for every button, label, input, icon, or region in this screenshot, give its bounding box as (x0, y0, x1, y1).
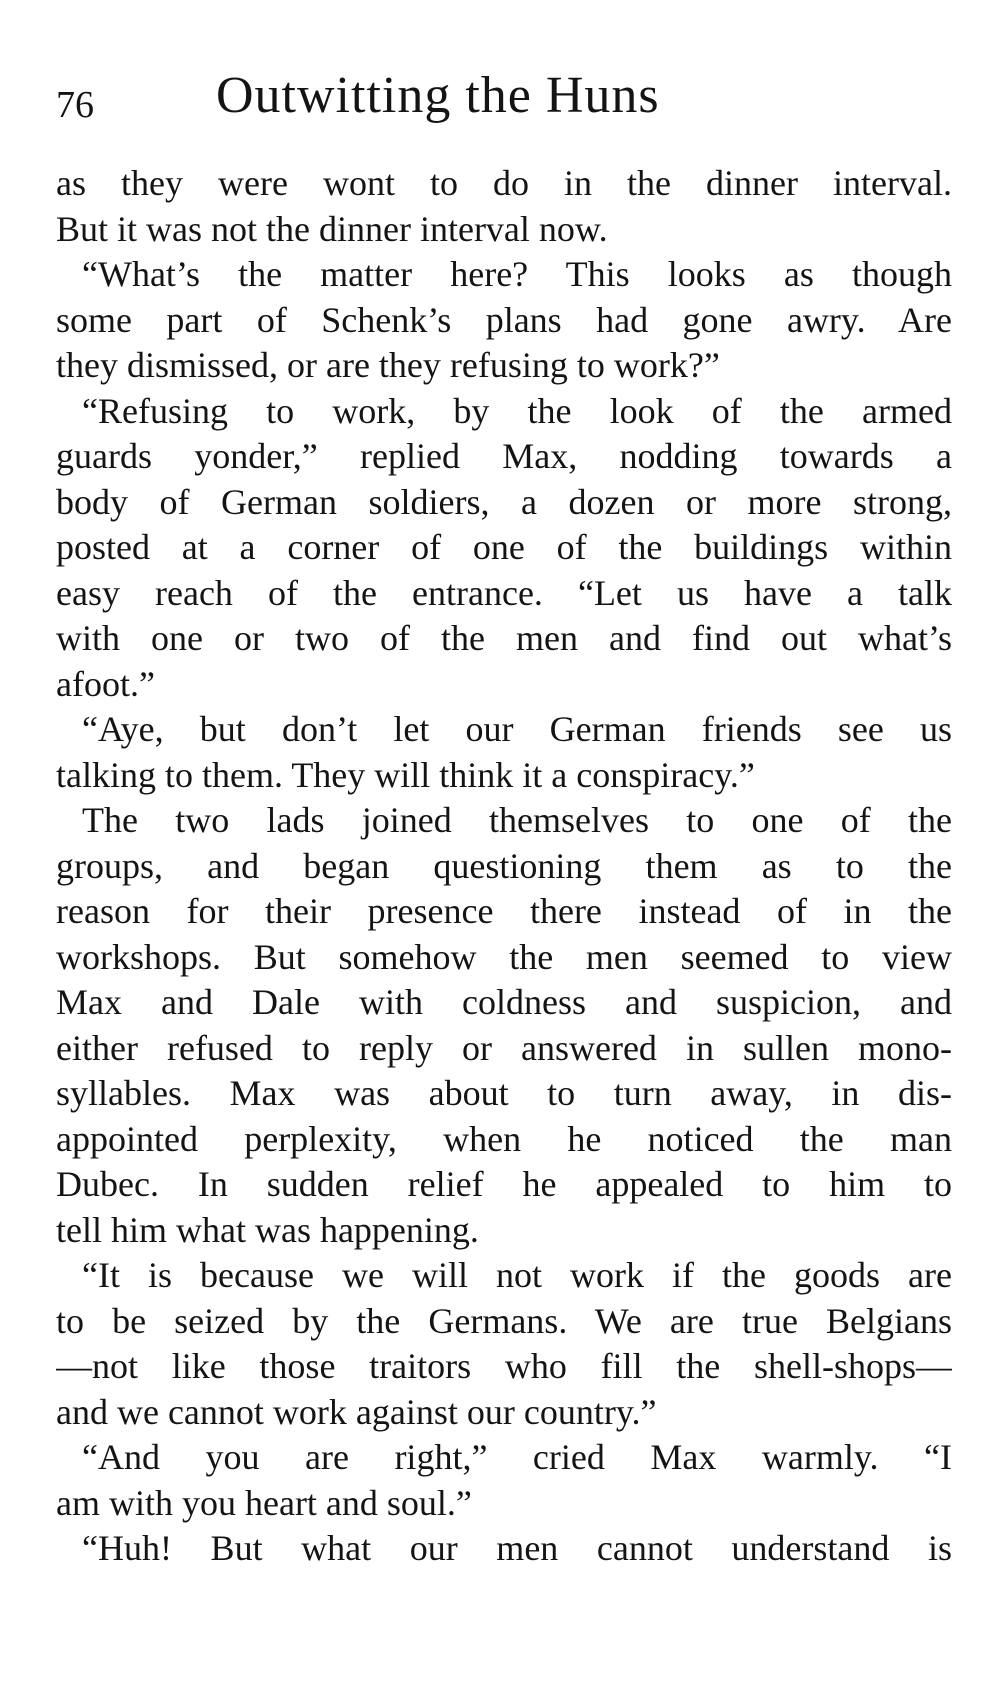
text-line: as they were wont to do in the dinner interval. (56, 163, 952, 203)
body-text (56, 161, 952, 1572)
text-line: groups, and began questioning them as to the (56, 845, 952, 886)
text-line: guards yonder,” replied Max, nodding towards a (56, 436, 952, 476)
text-line: body of German soldiers, a dozen or more strong, (56, 481, 952, 522)
text-line: am with you heart and soul.” (56, 1482, 472, 1523)
text-line: with one or two of the men and find out what’s (56, 618, 952, 658)
page-number: 76 (56, 84, 94, 126)
text-line: “What’s the matter here? This looks as though (82, 254, 952, 294)
text-line: appointed perplexity, when he noticed the man (56, 1118, 952, 1159)
text-line: to be seized by the Germans. We are true Belgians (56, 1300, 952, 1341)
text-line: afoot.” (56, 663, 155, 704)
text-line: they dismissed, or are they refusing to work?” (56, 345, 720, 385)
text-line: syllables. Max was about to turn away, in dis- (56, 1073, 952, 1113)
text-line: talking to them. They will think it a conspiracy.” (56, 754, 755, 795)
running-title: Outwitting the Huns (216, 67, 660, 124)
text-line: tell him what was happening. (56, 1209, 479, 1250)
text-line: “Huh! But what our men cannot understand is (82, 1528, 952, 1568)
text-line: either refused to reply or answered in sullen mono- (56, 1027, 952, 1068)
text-line: “Aye, but don’t let our German friends see us (82, 709, 952, 749)
text-line: But it was not the dinner interval now. (56, 208, 608, 249)
text-line: reason for their presence there instead of in the (56, 891, 952, 931)
text-line: Max and Dale with coldness and suspicion, and (56, 982, 952, 1022)
text-line: —not like those traitors who fill the shell-shops— (56, 1346, 952, 1386)
running-head (56, 66, 952, 146)
text-line: “And you are right,” cried Max warmly. “I (82, 1437, 952, 1477)
text-line: some part of Schenk’s plans had gone awry. Are (56, 299, 952, 340)
text-line: and we cannot work against our country.” (56, 1391, 657, 1432)
text-line: The two lads joined themselves to one of the (82, 800, 952, 840)
text-line: posted at a corner of one of the buildings within (56, 527, 952, 567)
text-line: Dubec. In sudden relief he appealed to him to (56, 1164, 952, 1204)
text-line: workshops. But somehow the men seemed to view (56, 936, 952, 977)
text-line: “Refusing to work, by the look of the armed (82, 390, 952, 431)
text-line: easy reach of the entrance. “Let us have a talk (56, 572, 952, 613)
text-line: “It is because we will not work if the goods are (82, 1255, 952, 1295)
